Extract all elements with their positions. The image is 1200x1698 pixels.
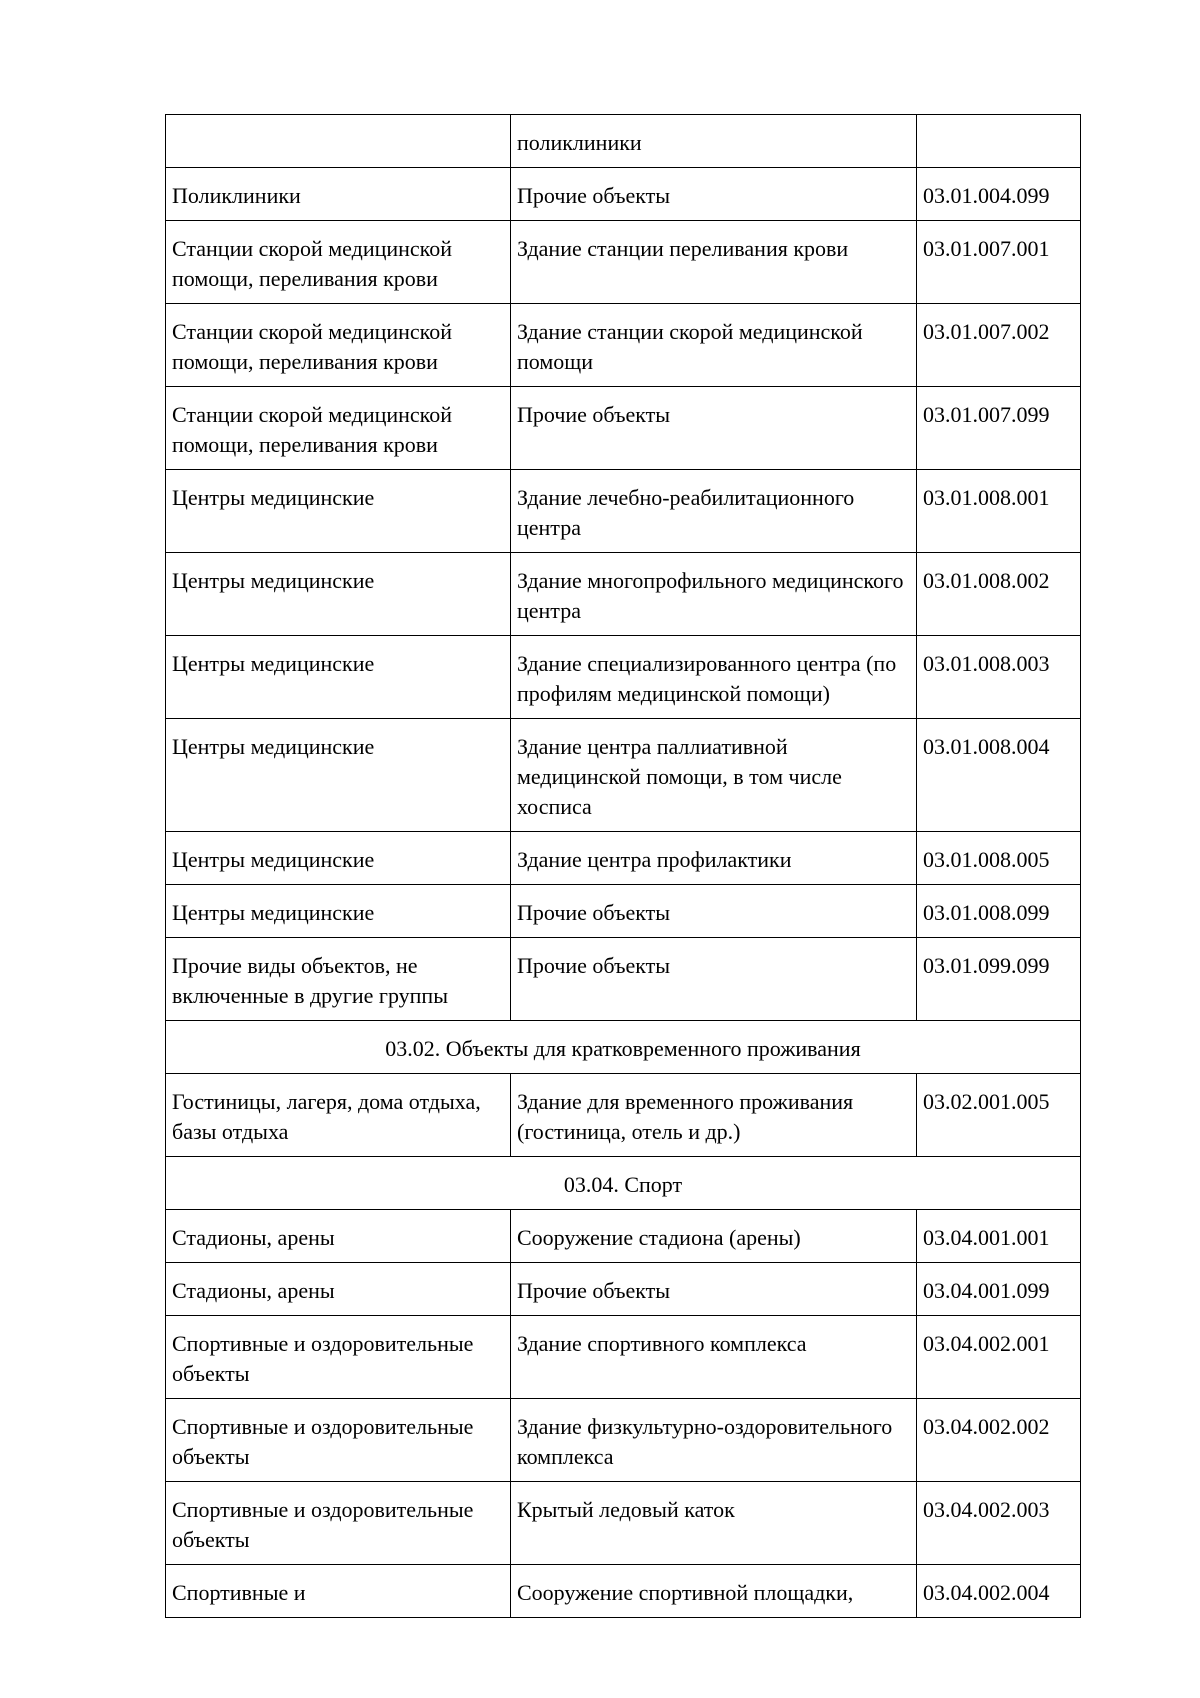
- code-cell: 03.04.002.003: [917, 1482, 1081, 1565]
- table-row: [166, 719, 1081, 832]
- object-cell: Здание центра паллиативной медицинской помощи, в том числе хосписа: [511, 719, 917, 832]
- table-row: [166, 115, 1081, 168]
- code-cell: 03.01.008.099: [917, 885, 1081, 938]
- category-cell: Центры медицинские: [166, 553, 511, 636]
- table-row: [166, 885, 1081, 938]
- code-cell: 03.01.007.002: [917, 304, 1081, 387]
- object-cell: поликлиники: [511, 115, 917, 168]
- code-cell: 03.04.002.002: [917, 1399, 1081, 1482]
- code-cell: 03.04.001.099: [917, 1263, 1081, 1316]
- code-cell: 03.04.001.001: [917, 1210, 1081, 1263]
- table-row: [166, 636, 1081, 719]
- object-cell: Здание лечебно-реабилитационного центра: [511, 470, 917, 553]
- table-row: [166, 221, 1081, 304]
- code-cell: 03.04.002.004: [917, 1565, 1081, 1618]
- category-cell: Гостиницы, лагеря, дома отдыха, базы отдыха: [166, 1074, 511, 1157]
- category-cell: Спортивные и: [166, 1565, 511, 1618]
- object-cell: Прочие объекты: [511, 938, 917, 1021]
- table-row: [166, 470, 1081, 553]
- category-cell: Прочие виды объектов, не включенные в другие группы: [166, 938, 511, 1021]
- category-cell: Поликлиники: [166, 168, 511, 221]
- code-cell: 03.01.008.005: [917, 832, 1081, 885]
- object-cell: Здание центра профилактики: [511, 832, 917, 885]
- section-header-row: [166, 1021, 1081, 1074]
- category-cell: Центры медицинские: [166, 470, 511, 553]
- code-cell: [917, 115, 1081, 168]
- table-row: [166, 938, 1081, 1021]
- category-cell: Станции скорой медицинской помощи, переливания крови: [166, 221, 511, 304]
- category-cell: Стадионы, арены: [166, 1210, 511, 1263]
- object-cell: Прочие объекты: [511, 885, 917, 938]
- object-cell: Прочие объекты: [511, 1263, 917, 1316]
- code-cell: 03.01.008.002: [917, 553, 1081, 636]
- category-cell: Центры медицинские: [166, 636, 511, 719]
- object-cell: Крытый ледовый каток: [511, 1482, 917, 1565]
- code-cell: 03.01.008.001: [917, 470, 1081, 553]
- category-cell: Спортивные и оздоровительные объекты: [166, 1316, 511, 1399]
- object-cell: Прочие объекты: [511, 168, 917, 221]
- table-row: [166, 1263, 1081, 1316]
- table-row: [166, 832, 1081, 885]
- object-cell: Здание спортивного комплекса: [511, 1316, 917, 1399]
- category-cell: Станции скорой медицинской помощи, переливания крови: [166, 304, 511, 387]
- table-row: [166, 304, 1081, 387]
- code-cell: 03.01.008.003: [917, 636, 1081, 719]
- code-cell: 03.01.007.001: [917, 221, 1081, 304]
- code-cell: 03.01.008.004: [917, 719, 1081, 832]
- table-body: [166, 115, 1081, 1618]
- category-cell: Спортивные и оздоровительные объекты: [166, 1482, 511, 1565]
- object-cell: Прочие объекты: [511, 387, 917, 470]
- code-cell: 03.02.001.005: [917, 1074, 1081, 1157]
- code-cell: 03.01.007.099: [917, 387, 1081, 470]
- category-cell: Центры медицинские: [166, 719, 511, 832]
- object-cell: Сооружение спортивной площадки,: [511, 1565, 917, 1618]
- category-cell: Стадионы, арены: [166, 1263, 511, 1316]
- table-row: [166, 1316, 1081, 1399]
- category-cell: Центры медицинские: [166, 885, 511, 938]
- table-row: [166, 1210, 1081, 1263]
- category-cell: [166, 115, 511, 168]
- table-row: [166, 387, 1081, 470]
- section-title: 03.04. Спорт: [166, 1157, 1081, 1210]
- section-header-row: [166, 1157, 1081, 1210]
- category-cell: Спортивные и оздоровительные объекты: [166, 1399, 511, 1482]
- table-row: [166, 1399, 1081, 1482]
- table-row: [166, 1074, 1081, 1157]
- code-cell: 03.01.004.099: [917, 168, 1081, 221]
- category-cell: Центры медицинские: [166, 832, 511, 885]
- code-cell: 03.04.002.001: [917, 1316, 1081, 1399]
- object-cell: Здание многопрофильного медицинского центра: [511, 553, 917, 636]
- code-cell: 03.01.099.099: [917, 938, 1081, 1021]
- object-cell: Здание станции переливания крови: [511, 221, 917, 304]
- classification-table: [165, 114, 1081, 1618]
- category-cell: Станции скорой медицинской помощи, переливания крови: [166, 387, 511, 470]
- object-cell: Сооружение стадиона (арены): [511, 1210, 917, 1263]
- object-cell: Здание специализированного центра (по профилям медицинской помощи): [511, 636, 917, 719]
- table-row: [166, 553, 1081, 636]
- object-cell: Здание физкультурно-оздоровительного комплекса: [511, 1399, 917, 1482]
- table-row: [166, 1565, 1081, 1618]
- object-cell: Здание станции скорой медицинской помощи: [511, 304, 917, 387]
- section-title: 03.02. Объекты для кратковременного проживания: [166, 1021, 1081, 1074]
- object-cell: Здание для временного проживания (гостиница, отель и др.): [511, 1074, 917, 1157]
- table-row: [166, 1482, 1081, 1565]
- table-row: [166, 168, 1081, 221]
